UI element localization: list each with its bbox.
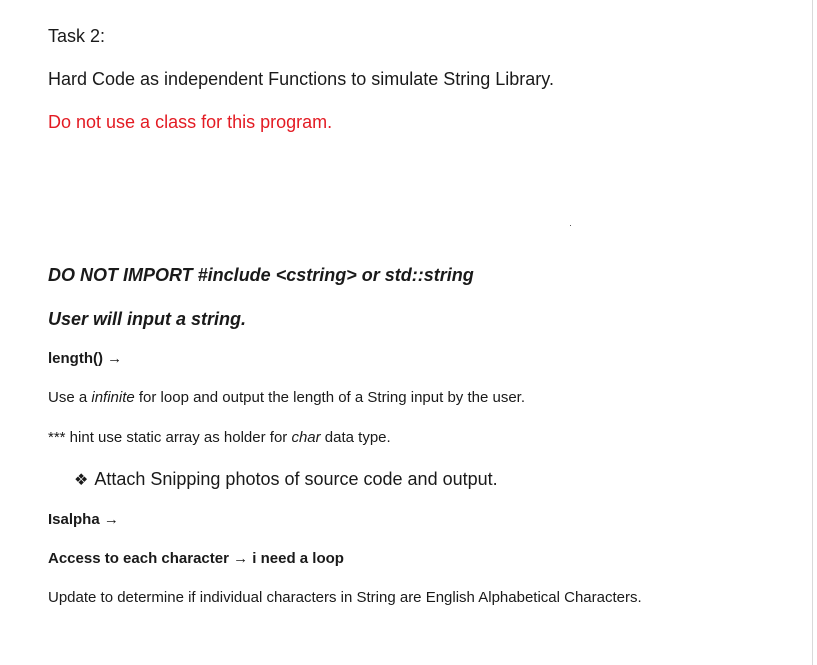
hint-post: data type.: [320, 429, 391, 446]
isalpha-heading: Isalpha →: [48, 511, 119, 528]
hint-pre: *** hint use static array as holder for: [48, 429, 292, 446]
hint-emph: char: [291, 429, 321, 446]
attach-text: Attach Snipping photos of source code and output.: [94, 469, 498, 489]
diamond-bullet-icon: ❖: [74, 470, 89, 489]
length-desc-emph: infinite: [91, 389, 135, 406]
length-description: [48, 390, 525, 405]
access-heading: Access to each character → i need a loop: [48, 550, 344, 567]
no-import-text: DO NOT IMPORT #include <cstring> or std::string: [48, 265, 474, 285]
length-heading: length() →: [48, 350, 123, 367]
warning-text: Do not use a class for this program.: [48, 112, 333, 132]
length-desc-post: for loop and output the length of a String input by the user.: [134, 389, 525, 406]
stray-dot: [570, 225, 571, 226]
task-heading: Task 2:: [48, 26, 106, 46]
user-input-text: User will input a string.: [48, 309, 247, 329]
hint-text: [48, 430, 391, 445]
update-description: Update to determine if individual characters in String are English Alphabetical Characters.: [48, 589, 642, 606]
intro-text: Hard Code as independent Functions to simulate String Library.: [48, 69, 554, 89]
attach-bullet-item: [74, 470, 498, 488]
length-desc-pre: Use a: [48, 389, 92, 406]
